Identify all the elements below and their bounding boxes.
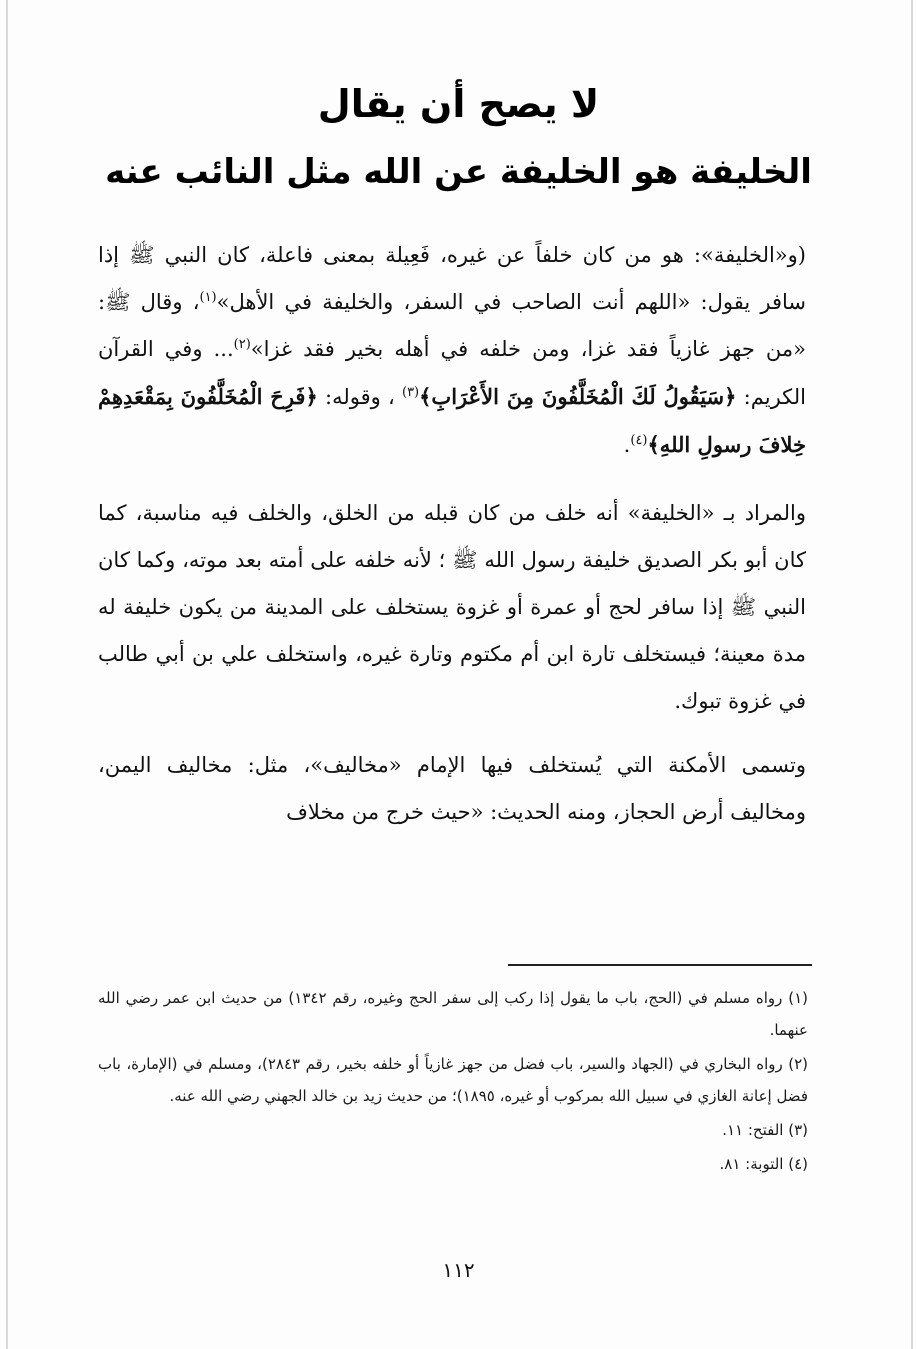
page-title-line-1: لا يصح أن يقال [317, 82, 600, 126]
paragraph-3: وتسمى الأمكنة التي يُستخلف فيها الإمام «مخاليف»، مثل: مخاليف اليمن، ومخاليف أرض الحجاز، ومنه الحديث: «حيث خرج من مخلاف [98, 753, 806, 824]
scan-edge-right [911, 0, 913, 1349]
footnote-separator [508, 964, 812, 966]
footnote-ref-3: (٣) [401, 385, 420, 400]
paragraph-1-text-1: (و«الخليفة»: هو من كان خلفاً عن غيره، فَعِيلة بمعنى فاعلة، كان النبي ﷺ إذا سافر يقول: «اللهم أنت الصاحب في السفر، والخليفة في الأهل» [98, 243, 806, 314]
quran-verse-1: ﴿سَيَقُولُ لَكَ الْمُخَلَّفُونَ مِنَ الأَعْرَابِ﴾ [419, 384, 737, 409]
page-number: ١١٢ [442, 1258, 475, 1282]
footnote-ref-4: (٤) [630, 433, 648, 448]
quran-verse-2: ﴿فَرِحَ الْمُخَلَّفُونَ بِمَقْعَدِهِمْ خِلافَ رسولِ اللهِ﴾ [98, 384, 806, 457]
footnote-ref-2: (٢) [233, 337, 251, 352]
paragraph-1-text-3: ... وفي القرآن الكريم: [98, 337, 806, 409]
paragraph-1-text-4: ، وقوله: [317, 385, 402, 409]
footnote-4: (٤) التوبة: ٨١. [719, 1155, 808, 1173]
footnote-ref-1: (١) [199, 290, 217, 305]
paragraph-2: والمراد بـ «الخليفة» أنه خلف من كان قبله من الخلق، والخلف فيه مناسبة، كما كان أبو بكر الصديق خليفة رسول الله ﷺ ؛ لأنه خلفه على أمته بعد موته، وكما كان النبي ﷺ إذا سافر لحج أو عمرة أو غزوة يستخلف على المدينة من يكون خليفة له مدة معينة؛ فيستخلف تارة ابن أم مكتوم وتارة غيره، واستخلف علي بن أبي طالب في غزوة تبوك. [98, 501, 806, 713]
paragraph-1-text-2: ، وقال ﷺ: «من جهز غازياً فقد غزا، ومن خلفه في أهله بخير فقد غزا» [98, 290, 806, 361]
paragraph-1 [98, 232, 806, 469]
footnote-2: (٢) رواه البخاري في (الجهاد والسير، باب فضل من جهز غازياً أو خلفه بخير، رقم ٢٨٤٣)، ومسلم في (الإمارة، باب فضل إعانة الغازي في سبيل الله بمركوب أو غيره، ١٨٩٥)؛ من حديث زيد بن خالد الجهني رضي الله عنه. [98, 1055, 808, 1105]
footnotes [98, 982, 808, 1182]
footnote-1: (١) رواه مسلم في (الحج، باب ما يقول إذا ركب إلى سفر الحج وغيره، رقم ١٣٤٢) من حديث ابن عمر رضي الله عنهما. [98, 989, 808, 1039]
footnote-3: (٣) الفتح: ١١. [722, 1121, 808, 1139]
scan-edge-left [6, 0, 8, 1349]
paragraph-1-text-5: . [623, 433, 631, 457]
page-title-line-2: الخليفة هو الخليفة عن الله مثل النائب عنه [105, 152, 812, 192]
